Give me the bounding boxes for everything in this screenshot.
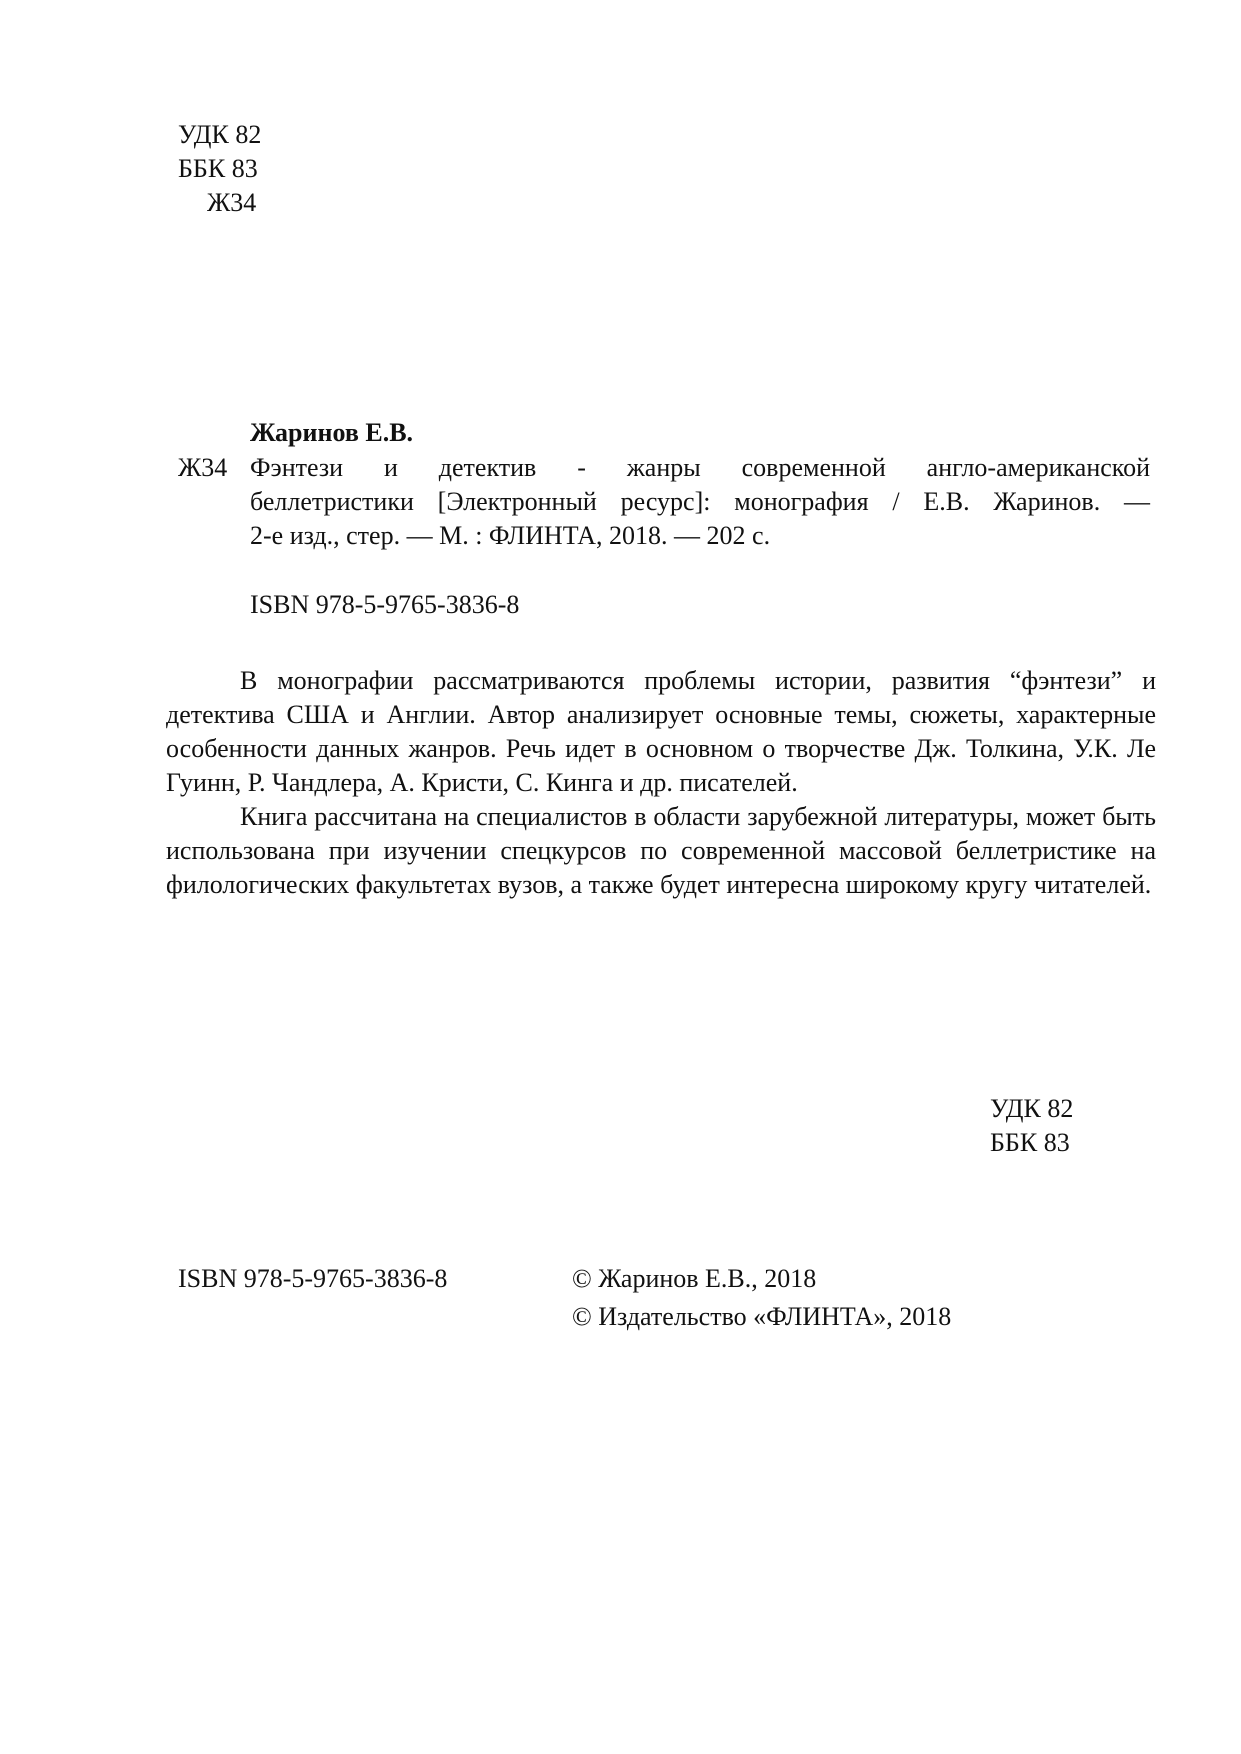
- classification-block-top: [178, 118, 261, 220]
- author-mark: Ж34: [207, 188, 257, 217]
- annotation: [166, 664, 1156, 902]
- author-heading: Жаринов Е.В.: [250, 418, 414, 447]
- annotation-paragraph: Книга рассчитана на специалистов в области зарубежной литературы, может быть использована при изучении спецкурсов по современной массовой беллетристике на филологических факультетах вузов, а также будет интересна широкому кругу читателей.: [166, 802, 1156, 899]
- description-line: 2-е изд., стер. — М. : ФЛИНТА, 2018. — 202 с.: [250, 521, 771, 550]
- copyright-block: [572, 1262, 951, 1338]
- description-line: Фэнтези и детектив - жанры современной англо-американской: [250, 453, 1150, 482]
- annotation-paragraph: В монографии рассматриваются проблемы истории, развития “фэнтези” и детектива США и Англии. Автор анализирует основные темы, сюжеты, характерные особенности данных жанров. Речь идет в основном о творчестве Дж. Толкина, У.К. Ле Гуинн, Р. Чандлера, А. Кристи, С. Кинга и др. писателей.: [166, 666, 1156, 797]
- copyright-publisher: © Издательство «ФЛИНТА», 2018: [572, 1302, 952, 1331]
- copyright-author: © Жаринов Е.В., 2018: [572, 1264, 817, 1293]
- bibliographic-description: [250, 451, 1150, 553]
- classification-block-bottom: [990, 1092, 1073, 1160]
- description-line: беллетристики [Электронный ресурс]: монография / Е.В. Жаринов. —: [250, 487, 1150, 516]
- entry-author-mark: Ж34: [178, 453, 228, 482]
- udk-code: УДК 82: [178, 120, 262, 149]
- bbk-code: ББК 83: [990, 1128, 1070, 1157]
- udk-code: УДК 82: [990, 1094, 1074, 1123]
- isbn-footer: ISBN 978-5-9765-3836-8: [178, 1264, 448, 1293]
- bbk-code: ББК 83: [178, 154, 258, 183]
- isbn-entry: ISBN 978-5-9765-3836-8: [250, 590, 520, 619]
